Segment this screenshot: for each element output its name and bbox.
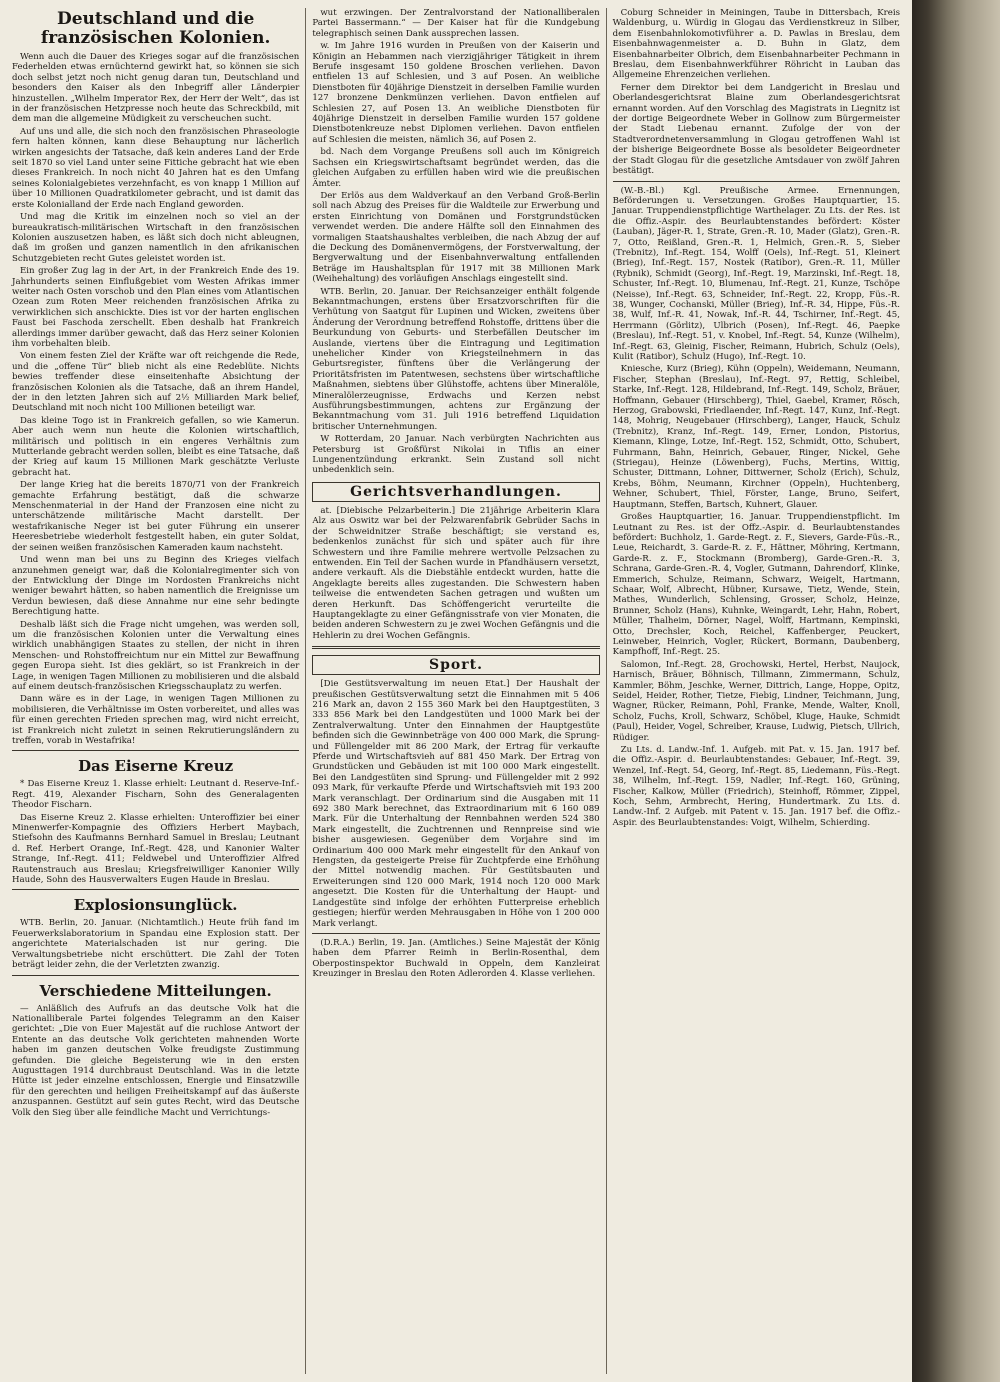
paragraph: Kniesche, Kurz (Brieg), Kühn (Oppeln), Weidemann, Neumann, Fischer, Stephan (Breslau), Inf.-Regt. 97, Rettig, Schleibel, Starke, Inf.-Regt. 128, Hildebrand, Inf.-Regt. 149, Scholz, Bräuer, Hoffmann, Gebauer (Hirschberg), Thiel, Gaebel, Kramer, Rösch, Herzog, Grabowski, Friedlaender, Inf.-Regt. 147, Kunz, Inf.-Regt. 148, Mohrig, Neugebauer (Hirschberg), Langer, Hauck, Schulz (Trebnitz), Kranz, Inf.-Regt. 149, Erner, London, Pistorius, Kiemann, Klinge, Lotze, Inf.-Regt. 152, Schmidt, Otto, Schubert, Fuhrmann, Bahn, Heinrich, Gebauer, Ringer, Nickel, Gehe (Striegau), Heinze (Löwenberg), Fuchs, Mertins, Wittig, Schuster, Dittmann, Lohner, Dittwerner, Scholz (Erich), Schulz, Krebs, Böhm, Neumann, Kirchner (Oppeln), Huchtenberg, Wehner, Schubert, Thiel, Förster, Lange, Bruno, Seifert, Hauptmann, Steffen, Bartsch, Kuhnert, Glauer. — [612, 364, 900, 510]
paragraph: Deshalb läßt sich die Frage nicht umgehen, was werden soll, um die französischen Kolonien unter die Verwaltung eines wirklich unabhängigen Staates zu stellen, der nicht in ihren Menschen- und Rohstoffreichtum nur ein Mittel zur Bewaffnung gegen Europa sieht. Ist dies geklärt, so ist Frankreich in der Lage, in wenigen Tagen Millionen zu mobilisieren und die alsbald auf einem deutsch-französischen Kriegsschauplatz zu werfen. — [12, 619, 300, 692]
paragraph: Wenn auch die Dauer des Krieges sogar auf die französischen Federhelden etwas ernüchternd gewirkt hat, so können sie sich doch selbst jetzt noch nicht genug daran tun, Deutschland und besonders den Kaiser als den Inbegriff aller Länderpier hinzustellen. „Wilhelm Imperator Rex, der Herr der Welt“, das ist in der französischen Hetzpresse noch heute das Schreckbild, mit dem man die allgemeine Müdigkeit zu verscheuchen sucht. — [12, 52, 300, 125]
section-court: Gerichtsverhandlungen. — [312, 482, 599, 502]
paragraph: Auf uns und alle, die sich noch den französischen Phraseologie fern halten können, kann diese Behauptung nur lächerlich wirken angesichts der Tatsache, daß kein anderes Land der Erde seit 1870 so viel Land unter seine Fittiche gebracht hat wie eben dieses Frankreich. In noch nicht 40 Jahren hat es den Umfang seines Kolonialgebietes verzehnfacht, es von knapp 1 Million auf über 10 Millionen Quadratkilometer gebracht, und ist damit das erste Kolonialland der Erde nach England geworden. — [12, 126, 300, 210]
paragraph: W Rotterdam, 20 Januar. Nach verbürgten Nachrichten aus Petersburg ist Großfürst Nikolai in Tiflis an einer Lungenentzündung erkrankt. Sein Zustand soll nicht unbedenklich sein. — [312, 434, 600, 476]
book-binding-edge — [912, 0, 1000, 1382]
paragraph: Der lange Krieg hat die bereits 1870/71 von der Frankreich gemachte Erfahrung bestätigt, daß die schwarze Menschenmaterial in der Hand der Franzosen eine nicht zu unterschätzende militärische Macht darstellt. Der westafrikanische Neger ist bei guter Führung ein unserer Heeresbetriebe wiederholt festgestellt haben, ein guter Soldat, der seinen weißen französischen Kameraden kaum nachsteht. — [12, 480, 300, 553]
headline-iron-cross: Das Eiserne Kreuz — [78, 757, 234, 776]
paragraph: Das kleine Togo ist in Frankreich gefallen, so wie Kamerun. Aber auch wenn nun heute die Kolonien wirtschaftlich, militärisch und politisch in ein engeres Verhältnis zum Mutterlande gebracht werden sollen, bleibt es eine Tatsache, daß der Krieg auf kaum 15 Millionen Mark geschätzte Verluste gebracht hat. — [12, 415, 300, 478]
column-layout — [6, 8, 906, 1374]
paragraph: Und mag die Kritik im einzelnen noch so viel an der bureaukratisch-militärischen Wirtschaft in den französischen Kolonien auszusetzen haben, es läßt sich doch nicht ableugnen, daß im großen und ganzen namentlich in den afrikanischen Schutzgebieten recht Gutes geleistet worden ist. — [12, 212, 300, 264]
paragraph: Ferner dem Direktor bei dem Landgericht in Breslau und Oberlandesgerichtsrat Blaine zum Oberlandesgerichtsrat ernannt worden. Auf den Vorschlag des Magistrats in Liegnitz ist der dortige Beigeordnete Weber in Gollnow zum Bürgermeister der Stadt Liebenau ernannt. Zufolge der von der Stadtverordnetenversammlung in Glogau getroffenen Wahl ist der bisherige Beigeordnete Bosse als besoldeter Beigeordneter der Stadt Glogau für die gesetzliche Amtsdauer von zwölf Jahren bestätigt. — [612, 82, 900, 177]
paragraph: Und wenn man bei uns zu Beginn des Krieges vielfach anzunehmen geneigt war, daß die Kolonialregimenter sich von der Entwicklung der Dinge im Nordosten Frankreichs nicht weniger bewahrt hätten, so haben namentlich die Ereignisse um Verdun bewiesen, daß diese Annahme nur eine sehr bedingte Berechtigung hatte. — [12, 555, 300, 618]
column-3 — [607, 8, 906, 1374]
paragraph: — Anläßlich des Aufrufs an das deutsche Volk hat die Nationalliberale Partei folgendes Telegramm an den Kaiser gerichtet: „Die von Euer Majestät auf die ruchlose Antwort der Entente an das deutsche Volk gerichteten mahnenden Worte haben im ganzen deutschen Volke freudigste Zustimmung gefunden. Die gleiche Begeisterung wie in den ersten Augusttagen 1914 durchbraust Deutschland. Was in die letzte Hütte ist jeder einzelne entschlossen, Energie und Einsatzwille für den gerechten und heiligen Freiheitskampf auf das äußerste anzuspannen. Gestützt auf sein gutes Recht, wird das Deutsche Volk den Sieg über alle feindliche Macht und Verrichtungs- — [12, 1003, 300, 1118]
divider — [12, 750, 299, 751]
paragraph: w. Im Jahre 1916 wurden in Preußen von der Kaiserin und Königin an Hebammen nach vierzigjähriger Tätigkeit in ihrem Berufe insgesamt 150 goldene Broschen verliehen. Davon entfielen 13 auf Schlesien, und 3 auf Posen. An weibliche Dienstboten für 40jährige Dienstzeit in derselben Familie wurden 127 bronzene Denkmünzen verliehen. Davon entfielen auf Schlesien 27, auf Posen 13. An weibliche Dienstboten für 40jährige Dienstzeit in derselben Familie wurden 157 goldene Dienstbotenkreuze nebst Diplomen verliehen. Davon entfielen auf Schlesien die meisten, nämlich 36, auf Posen 2. — [312, 41, 600, 145]
divider — [312, 933, 599, 934]
headline-explosion: Explosionsunglück. — [73, 896, 238, 915]
paragraph: * Das Eiserne Kreuz 1. Klasse erhielt: Leutnant d. Reserve-Inf.-Regt. 419, Alexander Fischarn, Sohn des Generalagenten Theodor Fischarn. — [12, 779, 300, 811]
paragraph: Das Eiserne Kreuz 2. Klasse erhielten: Unteroffizier bei einer Minenwerfer-Kompagnie des Offiziers Herbert Maybach, Stiefsohn des Kaufmanns Bernhard Samuel in Breslau; Leutnant d. Ref. Herbert Orange, Inf.-Regt. 428, und Kanonier Walter Strange, Inf.-Regt. 411; Feldwebel und Unteroffizier Alfred Rautenstrauch aus Breslau; Kriegsfreiwilliger Kanonier Willy Haude, Sohn des Hausverwalters Eugen Haude in Breslau. — [12, 812, 300, 886]
paragraph: Coburg Schneider in Meiningen, Taube in Dittersbach, Kreis Waldenburg, u. Würdig in Glogau das Verdienstkreuz in Silber, dem Eisenbahnlokomotivführer a. D. Pawlas in Breslau, dem Eisenbahnwagenmeister a. D. Buhn in Glatz, dem Eisenbahnarbeiter Olbrich, dem Eisenbahnarbeiter Pechmann in Breslau, dem Eisenbahnwerkführer Röhricht in Lauban das Allgemeine Ehrenzeichen verliehen. — [612, 8, 900, 81]
paragraph: bd. Nach dem Vorgange Preußens soll auch im Königreich Sachsen ein Kriegswirtschaftsamt begründet werden, das die gleichen Aufgaben zu erfüllen haben wird wie die preußischen Ämter. — [312, 147, 600, 189]
divider — [613, 181, 900, 182]
paragraph: at. [Diebische Pelzarbeiterin.] Die 21jährige Arbeiterin Klara Alz aus Oswitz war bei der Pelzwarenfabrik Gebrüder Sachs in der Schweidnitzer Straße beschäftigt; sie verstand es, bedenkenlos zunächst für sich und später auch für ihre Schwestern und ihre Familie mehrere wertvolle Pelzsachen zu entwenden. Ein Teil der Sachen wurde in Pfandhäusern versetzt, andere verkauft. Als die Diebstähle entdeckt wurden, hatte die Angeklagte bereits alles zugestanden. Die Schwestern haben teilweise die entwendeten Sachen getragen und wußten um deren Herkunft. Das Schöffengericht verurteilte die Hauptangeklagte zu einer Gefängnisstrafe von vier Monaten, die beiden anderen Schwestern zu je zwei Wochen Gefängnis und die Hehlerin zu drei Wochen Gefängnis. — [312, 505, 600, 641]
headline-misc: Verschiedene Mitteilungen. — [39, 981, 272, 1000]
divider — [312, 646, 599, 649]
paragraph: Ein großer Zug lag in der Art, in der Frankreich Ende des 19. Jahrhunderts seinen Einflußgebiet vom Westen Afrikas immer weiter nach Osten vorschob und den Plan eines vom Atlantischen Ozean zum Roten Meer reichenden französischen Afrika zu verwirklichen sich anschickte. Dies ist vor der harten englischen Faust bei Faschoda zerschellt. Eben deshalb hat Frankreich allerdings immer darüber gewacht, daß das Herz seiner Kolonien ihm vorbehalten bleib. — [12, 266, 300, 349]
paragraph: Salomon, Inf.-Regt. 28, Grochowski, Hertel, Herbst, Naujock, Harnisch, Bräuer, Böhnisch, Tillmann, Zimmermann, Schulz, Kammler, Böhm, Jeschke, Werner, Dittrich, Lange, Hoppe, Opitz, Seidel, Heider, Rother, Tietze, Fiebig, Lindner, Teichmann, Jung, Wagner, Rücker, Reimann, Pohl, Franke, Mende, Walter, Knoll, Scholz, Fuchs, Kroll, Schwarz, Schöbel, Kluge, Hauke, Schmidt (Paul), Heider, Vogel, Schreiber, Krause, Ludwig, Pietsch, Ullrich, Rüdiger. — [612, 659, 900, 743]
column-1 — [6, 8, 306, 1374]
paragraph: Dann wäre es in der Lage, in wenigen Tagen Millionen zu mobilisieren, die Verhältnisse im Osten vorbereitet, und alles was für einen gerechten Frieden sprechen mag, wird nicht erreicht, ist Frankreich nicht zuletzt in seinen Rekrutierungsländern zu treffen, vorab in Westafrika! — [12, 694, 300, 746]
paragraph: Der Erlös aus dem Waldverkauf an den Verband Groß-Berlin soll nach Abzug des Preises für die Waldteile zur Erwerbung und ersten Einrichtung von Domänen und Forstgrundstücken verwendet werden. Die andere Hälfte soll den Einnahmen des vormaligen Staatshaushaltes verbleiben, die nach Abzug der auf die Deckung des Domänenvermögens, der Forstverwaltung, der Bergverwaltung und der Eisenbahnverwaltung entfallenden Beträge im Haushaltsplan für 1917 mit 38 Millionen Mark (Weihehaltung) des vorläufigen Anschlags eingestellt sind. — [312, 190, 600, 285]
divider — [12, 975, 299, 976]
section-sport: Sport. — [312, 655, 599, 675]
colonies-article — [12, 52, 299, 746]
paragraph: WTB. Berlin, 20. Januar. (Nichtamtlich.) Heute früh fand im Feuerwerkslaboratorium in Spandau eine Explosion statt. Der angerichtete Materialschaden ist nur gering. Die Verwaltungsbetriebe nicht erschüttert. Die Zahl der Toten beträgt leider zehn, die der Verletzten zwanzig. — [12, 918, 300, 971]
paragraph: Großes Hauptquartier, 16. Januar. Truppendienstpflicht. Im Leutnant zu Res. ist der Offz.-Aspir. d. Beurlaubtenstandes befördert: Buchholz, 1. Garde-Regt. z. F., Sievers, Garde-Füs.-R., Leue, Reichardt, 3. Garde-R. z. F., Hättner, Möhring, Kertmann, Garde-R. z. F., Stockmann (Bromberg), Garde-Gren.-R. 3, Schrana, Garde-Gren.-R. 4, Vogler, Gutmann, Dahrendorf, Klinke, Emmerich, Schulze, Reimann, Schwarz, Weigelt, Hartmann, Schaar, Wolf, Albrecht, Hübner, Kursawe, Tietz, Wende, Stein, Mathes, Wunderlich, Schlensing, Grosser, Scholz, Heinze, Brunner, Scholz (Hans), Kuhnke, Weingardt, Lehr, Hahn, Robert, Müller, Thalheim, Dörner, Nagel, Wolff, Hartmann, Kempinski, Otto, Drechsler, Koch, Reichel, Kaffenberger, Peuckert, Leinweber, Heinrich, Vogler, Rückert, Bormann, Daubenberg, Kampfhoff, Inf.-Regt. 25. — [612, 512, 900, 658]
paragraph: (D.R.A.) Berlin, 19. Jan. (Amtliches.) Seine Majestät der König haben dem Pfarrer Reimh in Berlin-Rosenthal, dem Oberpostinspektor Buchwald in Oppeln, dem Kanzleirat Kreuzinger in Breslau den Roten Adlerorden 4. Klasse verliehen. — [312, 937, 600, 980]
paragraph: [Die Gestütsverwaltung im neuen Etat.] Der Haushalt der preußischen Gestütsverwaltung setzt die Einnahmen mit 5 406 216 Mark an, davon 2 155 360 Mark bei den Hauptgestüten, 3 333 856 Mark bei den Landgestüten und 1000 Mark bei der Zentralverwaltung. Unter den Einnahmen der Hauptgestüte befinden sich die Gewinnbeträge von 400 000 Mark, die Sprung- und Füllengelder mit 86 200 Mark, der Ertrag für verkaufte Pferde und Wirtschaftsvieh auf 881 450 Mark. Der Ertrag von Grundstücken und Gebäuden ist mit 100 000 Mark eingestellt. Bei den Landgestüten sind Sprung- und Füllengelder mit 2 992 093 Mark, für verkaufte Pferde und Wirtschaftsvieh mit 193 200 Mark veranschlagt. Der Ordinarium sind die Ausgaben mit 11 692 380 Mark berechnet, das Extraordinarium mit 6 160 089 Mark. Für die Unterhaltung der Rennbahnen werden 524 380 Mark eingestellt, die Zuchtrennen und Rennpreise sind wie bisher ausgewiesen. Gegenüber dem Vorjahre sind im Ordinarium 400 000 Mark mehr eingestellt für den Ankauf von Hengsten, da gesteigerte Preise für Zuchtpferde eine Erhöhung der Mittel notwendig machen. Für Gestütsbauten und Erweiterungen sind 120 000 Mark, 1914 noch 120 000 Mark angesetzt. Die Kosten für die Unterhaltung der Haupt- und Landgestüte sind infolge der erhöhten Futterpreise erheblich gestiegen; hierfür werden Mehrausgaben in Höhe von 1 200 000 Mark verlangt. — [312, 679, 600, 929]
divider — [12, 889, 299, 890]
paragraph: wut erzwingen. Der Zentralvorstand der Nationalliberalen Partei Bassermann.“ — Der Kaiser hat für die Kundgebung telegraphisch seinen Dank aussprechen lassen. — [312, 8, 600, 39]
paragraph: Zu Lts. d. Landw.-Inf. 1. Aufgeb. mit Pat. v. 15. Jan. 1917 bef. die Offiz.-Aspir. d. Beurlaubtenstandes: Gebauer, Inf.-Regt. 39, Wenzel, Inf.-Regt. 54, Georg, Inf.-Regt. 85, Liedemann, Füs.-Regt. 38, Wilhelm, Inf.-Regt. 159, Nadler, Inf.-Regt. 160, Grüning, Fischer, Kalkow, Müller (Friedrich), Steinhoff, Römmer, Zippel, Koch, Sehm, Armbrecht, Hering, Hundertmark. Zu Lts. d. Landw.-Inf. 2 Aufgeb. mit Patent v. 15. Jan. 1917 bef. die Offiz.-Aspir. des Beurlaubtenstandes: Voigt, Wilhelm, Schierding. — [612, 745, 900, 828]
paragraph: (W.-B.-Bl.) Kgl. Preußische Armee. Ernennungen, Beförderungen u. Versetzungen. Großes Hauptquartier, 15. Januar. Truppendienstpflichtige Warthelager. Zu Lts. der Res. ist die Offiz.-Aspir. des Beurlaubtenstandes befördert: Köster (Lauban), Jäger-R. 1, Strate, Gren.-R. 10, Mader (Glatz), Gren.-R. 7, Otto, Reißland, Gren.-R. 1, Helmich, Gren.-R. 5, Sieber (Trebnitz), Inf.-Regt. 154, Wolff (Oels), Inf.-Regt. 51, Kleinert (Brieg), Inf.-Regt. 157, Nostek (Ratibor), Gren.-R. 11, Müller (Rybnik), Schmidt (Georg), Inf.-Regt. 19, Marzinski, Inf.-Regt. 18, Schuster, Inf.-Regt. 10, Blumenau, Inf.-Regt. 21, Kunze, Tschöpe (Neisse), Inf.-Regt. 63, Schneider, Inf.-Regt. 22, Kropp, Füs.-R. 38, Wunger, Cochanski, Müller (Brieg), Inf.-R. 34, Hippe, Füs.-R. 38, Wulf, Inf.-R. 41, Nowak, Inf.-R. 44, Tschirner, Inf.-Regt. 45, Herrmann (Görlitz), Ulbrich (Posen), Inf.-Regt. 46, Paepke (Breslau), Inf.-Regt. 51, v. Knobel, Inf.-Regt. 54, Kunze (Wilhelm), Inf.-Regt. 63, Gleinig, Fischer, Reimann, Hubrich, Schulz (Oels), Kulit (Ratibor), Schulz (Hugo), Inf.-Regt. 10. — [612, 185, 900, 362]
paragraph: WTB. Berlin, 20. Januar. Der Reichsanzeiger enthält folgende Bekanntmachungen, erstens über Ersatzvorschriften für die Verhütung von Saatgut für Lupinen und Wicken, zweitens über Änderung der Verordnung betreffend Rohstoffe, drittens über die Beurkundung von Geburts- und Sterbefällen Deutscher im Auslande, viertens über die Eintragung und Legitimation unehelicher Kinder von Kriegsteilnehmern in das Geburtsregister, fünftens über die Verlängerung der Prioritätsfristen im Patentwesen, sechstens über wirtschaftliche Maßnahmen, siebtens über Glühstoffe, achtens über Mineralöle, Mineralölerzeugnisse, Erdwachs und Kerzen nebst Ausführungsbestimmungen, achtens zur Ergänzung der Bekanntmachung vom 31. Juli 1916 betreffend Liquidation britischer Unternehmungen. — [312, 286, 600, 432]
paragraph: Von einem festen Ziel der Kräfte war oft reichgende die Rede, und die „offene Tür“ blieb nicht als eine Redeblüte. Nichts bewies treffender diese einseitenhafte Absichtung der französischen Kolonien als die Tatsache, daß an ihrem Handel, der in den letzten Jahren sich auf 2½ Milliarden Mark belief, Deutschland mit noch nicht 100 Millionen beteiligt war. — [12, 351, 300, 414]
headline-colonies: Deutschland und die französischen Kolonien. — [40, 9, 271, 48]
column-2 — [306, 8, 606, 1374]
